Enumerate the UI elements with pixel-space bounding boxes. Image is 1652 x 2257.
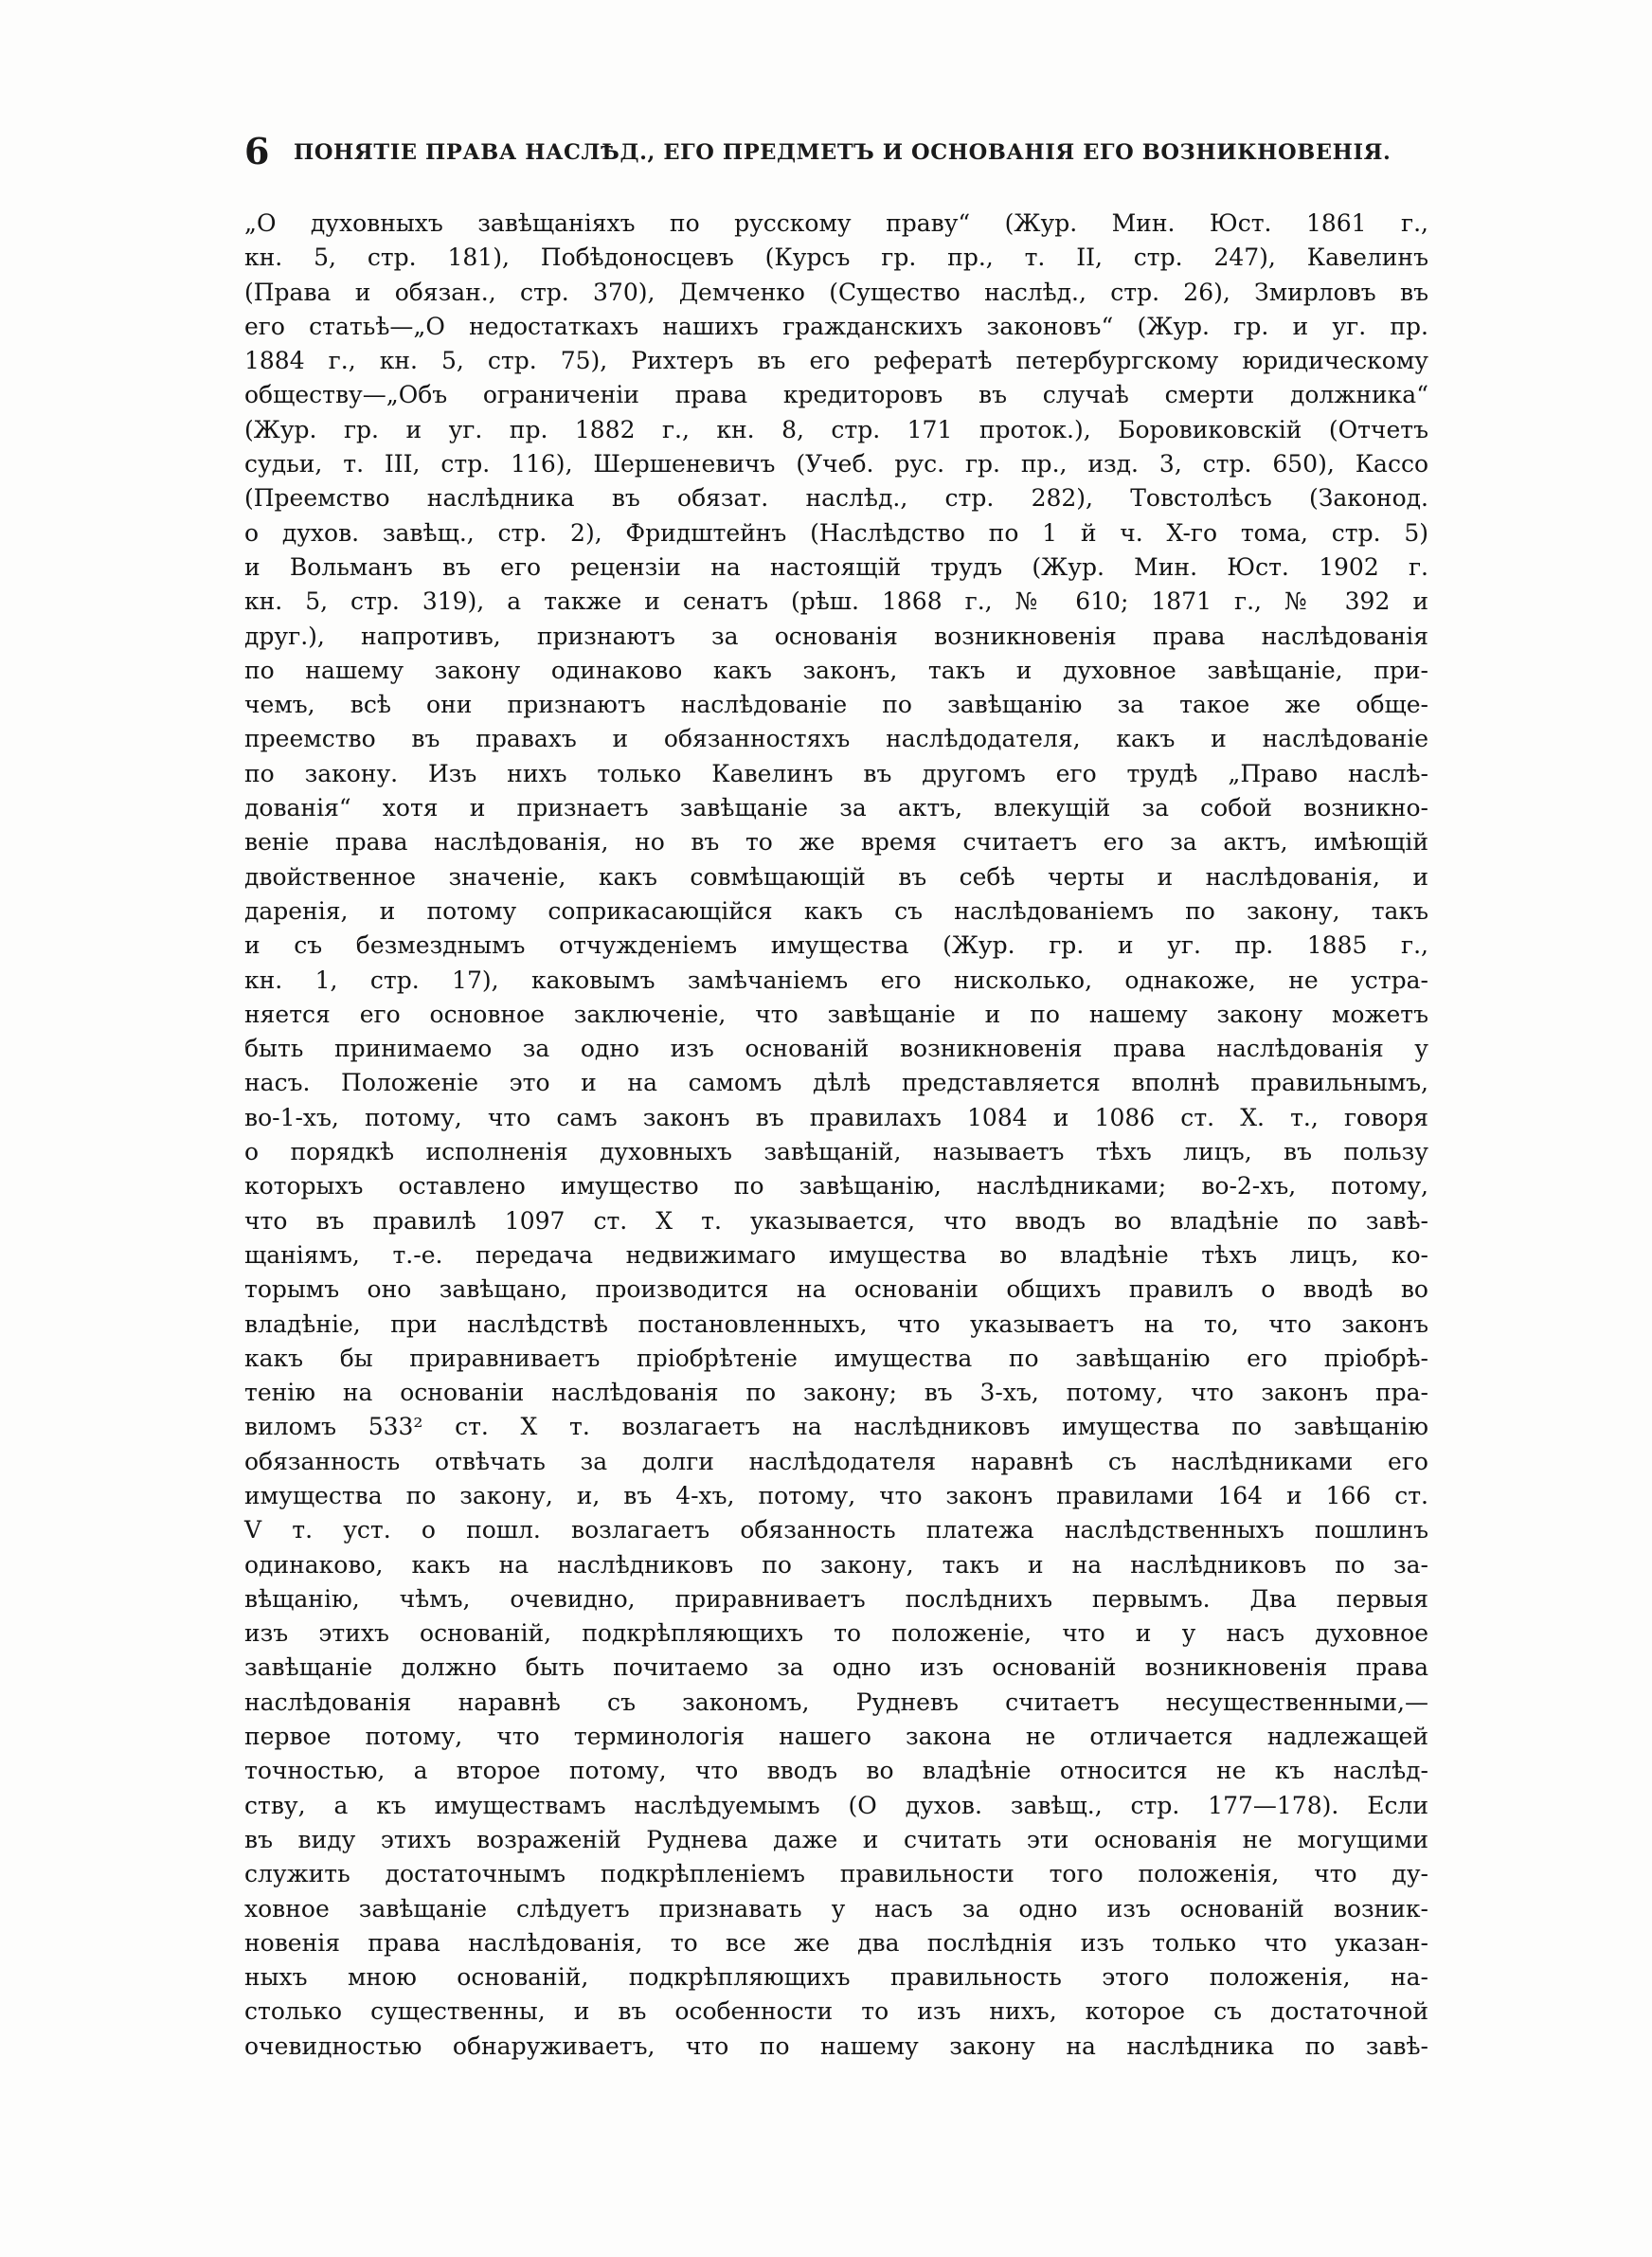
text-line: обязанность отвѣчать за долги наслѣдодателя наравнѣ съ наслѣдниками его: [244, 1447, 1428, 1475]
text-line: во-1-хъ, потому, что самъ законъ въ правилахъ 1084 и 1086 ст. X. т., говоря: [244, 1103, 1428, 1131]
text-line: тенію на основаніи наслѣдованія по закону; въ 3-хъ, потому, что законъ пра-: [244, 1379, 1428, 1407]
text-line: вѣщанію, чѣмъ, очевидно, приравниваетъ послѣднихъ первымъ. Два первыя: [244, 1584, 1428, 1613]
text-line: столько существенны, и въ особенности то изъ нихъ, которое съ достаточной: [244, 1997, 1428, 2026]
text-line: ству, а къ имуществамъ наслѣдуемымъ (О духов. завѣщ., стр. 177—178). Если: [244, 1791, 1428, 1819]
text-line: первое потому, что терминологія нашего закона не отличается надлежащей: [244, 1723, 1428, 1751]
text-line: ныхъ мною основаній, подкрѣпляющихъ правильность этого положенія, на-: [244, 1963, 1428, 1992]
text-line: какъ бы приравниваетъ пріобрѣтеніе имущества по завѣщанію его пріобрѣ-: [244, 1344, 1428, 1372]
text-line: его статьѣ—„О недостаткахъ нашихъ гражданскихъ законовъ“ (Жур. гр. и уг. пр.: [244, 312, 1428, 340]
text-line: которыхъ оставлено имущество по завѣщанію, наслѣдниками; во-2-хъ, потому,: [244, 1172, 1428, 1201]
body-text: [244, 207, 1428, 2064]
text-line: (Права и обязан., стр. 370), Демченко (Существо наслѣд., стр. 26), Змирловъ въ: [244, 278, 1428, 306]
text-line: кн. 5, стр. 181), Побѣдоносцевъ (Курсъ гр. пр., т. II, стр. 247), Кавелинъ: [244, 244, 1428, 272]
text-line: 1884 г., кн. 5, стр. 75), Рихтеръ въ его рефератѣ петербургскому юридическому: [244, 347, 1428, 375]
text-line: даренія, и потому соприкасающійся какъ съ наслѣдованіемъ по закону, такъ: [244, 896, 1428, 925]
page-header: [244, 128, 1428, 185]
text-line: новенія права наслѣдованія, то все же два послѣднія изъ только что указан-: [244, 1928, 1428, 1957]
text-line: и съ безмезднымъ отчужденіемъ имущества (Жур. гр. и уг. пр. 1885 г.,: [244, 931, 1428, 960]
text-line: одинаково, какъ на наслѣдниковъ по закону, такъ и на наслѣдниковъ по за-: [244, 1550, 1428, 1579]
text-line: завѣщаніе должно быть почитаемо за одно изъ основаній возникновенія права: [244, 1653, 1428, 1682]
running-title: ПОНЯТІЕ ПРАВА НАСЛѢД., ЕГО ПРЕДМЕТЪ И ОСНОВАНІЯ ЕГО ВОЗНИКНОВЕНІЯ.: [294, 140, 1392, 165]
text-line: (Жур. гр. и уг. пр. 1882 г., кн. 8, стр. 171 проток.), Боровиковскій (Отчетъ: [244, 415, 1428, 443]
text-line: о духов. завѣщ., стр. 2), Фридштейнъ (Наслѣдство по 1 й ч. X-го тома, стр. 5): [244, 518, 1428, 547]
text-line: друг.), напротивъ, признаютъ за основанія возникновенія права наслѣдованія: [244, 622, 1428, 650]
text-line: кн. 5, стр. 319), а также и сенатъ (рѣш. 1868 г., № 610; 1871 г., № 392 и: [244, 587, 1428, 616]
text-line: и Вольманъ въ его рецензіи на настоящій трудъ (Жур. Мин. Юст. 1902 г.: [244, 552, 1428, 581]
text-line: по закону. Изъ нихъ только Кавелинъ въ другомъ его трудѣ „Право наслѣ-: [244, 759, 1428, 787]
text-line: виломъ 533² ст. X т. возлагаетъ на наслѣдниковъ имущества по завѣщанію: [244, 1413, 1428, 1441]
page-number: 6: [244, 130, 270, 172]
text-line: обществу—„Объ ограниченіи права кредиторовъ въ случаѣ смерти должника“: [244, 381, 1428, 409]
text-line: торымъ оно завѣщано, производится на основаніи общихъ правилъ о вводѣ во: [244, 1275, 1428, 1304]
text-line: о порядкѣ исполненія духовныхъ завѣщаній, называетъ тѣхъ лицъ, въ пользу: [244, 1138, 1428, 1166]
text-line: преемство въ правахъ и обязанностяхъ наслѣдодателя, какъ и наслѣдованіе: [244, 725, 1428, 753]
text-line: по нашему закону одинаково какъ законъ, такъ и духовное завѣщаніе, при-: [244, 656, 1428, 684]
text-line: въ виду этихъ возраженій Руднева даже и считать эти основанія не могущими: [244, 1825, 1428, 1853]
text-line: изъ этихъ основаній, подкрѣпляющихъ то положеніе, что и у насъ духовное: [244, 1619, 1428, 1648]
text-line: точностью, а второе потому, что вводъ во владѣніе относится не къ наслѣд-: [244, 1757, 1428, 1785]
text-line: имущества по закону, и, въ 4-хъ, потому, что законъ правилами 164 и 166 ст.: [244, 1481, 1428, 1509]
text-line: ховное завѣщаніе слѣдуетъ признавать у насъ за одно изъ основаній возник-: [244, 1894, 1428, 1923]
text-line: „О духовныхъ завѣщаніяхъ по русскому праву“ (Жур. Мин. Юст. 1861 г.,: [244, 209, 1428, 237]
text-line: кн. 1, стр. 17), каковымъ замѣчаніемъ его нисколько, однакоже, не устра-: [244, 966, 1428, 994]
text-line: (Преемство наслѣдника въ обязат. наслѣд., стр. 282), Товстолѣсъ (Законод.: [244, 484, 1428, 513]
text-line: наслѣдованія наравнѣ съ закономъ, Рудневъ считаетъ несущественными,—: [244, 1688, 1428, 1716]
text-line: очевидностью обнаруживаетъ, что по нашему закону на наслѣдника по завѣ-: [244, 2031, 1428, 2060]
text-line: щаніямъ, т.-е. передача недвижимаго имущества во владѣніе тѣхъ лицъ, ко-: [244, 1240, 1428, 1269]
text-line: что въ правилѣ 1097 ст. X т. указывается, что вводъ во владѣніе по завѣ-: [244, 1206, 1428, 1235]
text-line: насъ. Положеніе это и на самомъ дѣлѣ представляется вполнѣ правильнымъ,: [244, 1069, 1428, 1097]
text-line: чемъ, всѣ они признаютъ наслѣдованіе по завѣщанію за такое же обще-: [244, 691, 1428, 719]
text-line: служить достаточнымъ подкрѣпленіемъ правильности того положенія, что ду-: [244, 1860, 1428, 1888]
text-line: двойственное значеніе, какъ совмѣщающій въ себѣ черты и наслѣдованія, и: [244, 862, 1428, 891]
text-line: быть принимаемо за одно изъ основаній возникновенія права наслѣдованія у: [244, 1035, 1428, 1063]
text-line: владѣніе, при наслѣдствѣ постановленныхъ, что указываетъ на то, что законъ: [244, 1309, 1428, 1338]
text-line: веніе права наслѣдованія, но въ то же время считаетъ его за актъ, имѣющій: [244, 828, 1428, 857]
text-line: няется его основное заключеніе, что завѣщаніе и по нашему закону можетъ: [244, 1000, 1428, 1028]
text-line: дованія“ хотя и признаетъ завѣщаніе за актъ, влекущій за собой возникно-: [244, 794, 1428, 822]
text-line: судьи, т. III, стр. 116), Шершеневичъ (Учеб. рус. гр. пр., изд. 3, стр. 650), Кассо: [244, 450, 1428, 478]
text-line: V т. уст. о пошл. возлагаетъ обязанность платежа наслѣдственныхъ пошлинъ: [244, 1516, 1428, 1544]
